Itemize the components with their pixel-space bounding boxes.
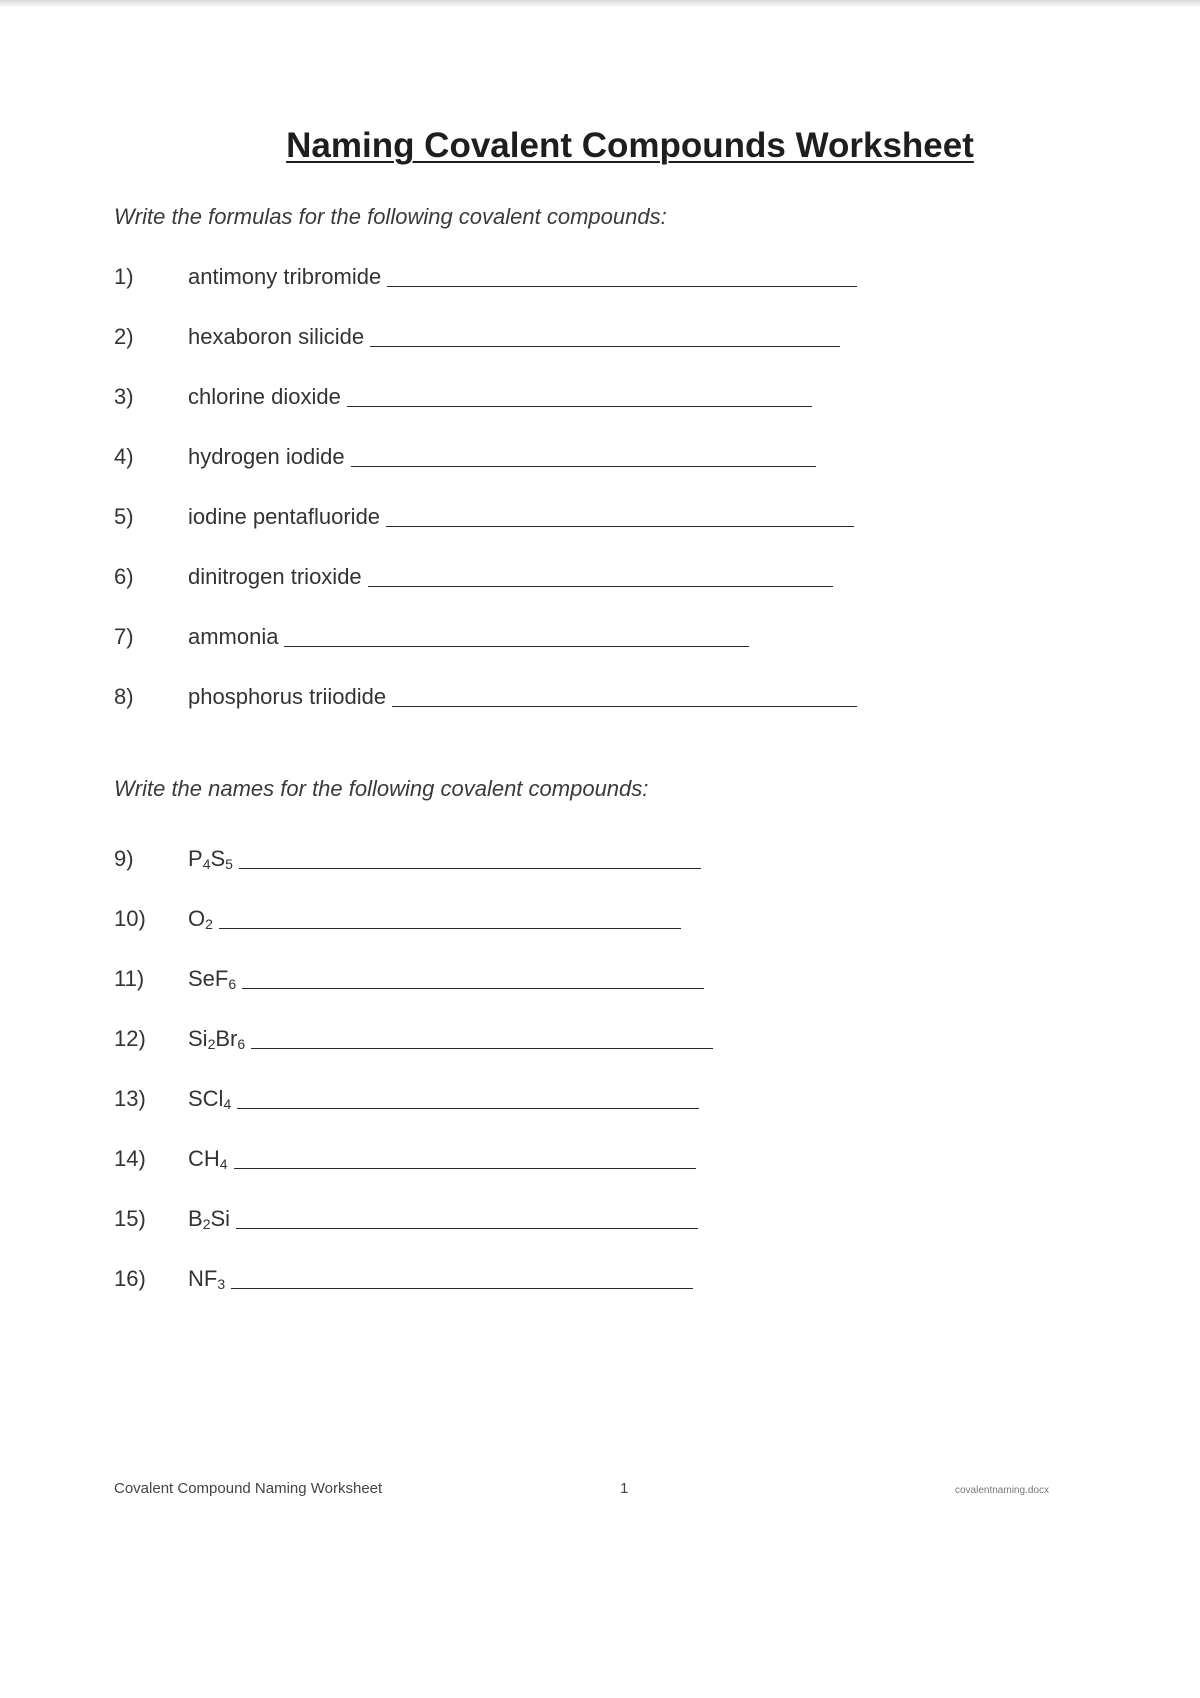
question-number: 15) <box>114 1206 146 1231</box>
element-symbol: Br <box>215 1026 238 1051</box>
formula-question-row <box>114 258 857 290</box>
element-symbol: B <box>188 1206 203 1231</box>
name-question-row <box>114 1200 698 1232</box>
footer-page-number: 1 <box>620 1480 629 1497</box>
formula-question-row <box>114 378 812 410</box>
question-number: 6) <box>114 564 134 589</box>
answer-blank[interactable] <box>239 868 701 869</box>
answer-blank[interactable] <box>284 646 749 647</box>
answer-blank[interactable] <box>237 1108 699 1109</box>
answer-blank[interactable] <box>386 526 854 527</box>
element-symbol: SCl <box>188 1086 224 1111</box>
question-number: 10) <box>114 906 146 931</box>
name-question-row <box>114 1020 713 1052</box>
question-number: 8) <box>114 684 134 709</box>
subscript: 5 <box>225 856 233 872</box>
question-number: 13) <box>114 1086 146 1111</box>
formula-question-row <box>114 438 816 470</box>
formulas-instructions: Write the formulas for the following covalent compounds: <box>114 204 667 229</box>
chemical-formula <box>188 846 233 872</box>
compound-name: hydrogen iodide <box>188 444 345 469</box>
answer-blank[interactable] <box>236 1228 698 1229</box>
compound-name: ammonia <box>188 624 279 649</box>
subscript: 3 <box>217 1276 226 1292</box>
footer-title: Covalent Compound Naming Worksheet <box>114 1480 383 1497</box>
compound-name: antimony tribromide <box>188 264 382 289</box>
question-number: 9) <box>114 846 134 871</box>
subscript: 6 <box>228 976 237 992</box>
element-symbol: S <box>210 846 226 871</box>
chemical-formula <box>188 1026 245 1052</box>
answer-blank[interactable] <box>219 928 681 929</box>
footer-filename: covalentnaming.docx <box>955 1485 1049 1496</box>
question-number: 5) <box>114 504 134 529</box>
question-number: 16) <box>114 1266 146 1291</box>
answer-blank[interactable] <box>347 406 812 407</box>
name-question-row <box>114 1140 696 1172</box>
element-symbol: O <box>188 906 206 931</box>
chemical-formula <box>188 906 213 932</box>
name-question-row <box>114 1260 693 1292</box>
formula-question-row <box>114 618 749 650</box>
element-symbol: Si <box>188 1026 208 1051</box>
chemical-formula <box>188 1266 225 1292</box>
element-symbol: Si <box>210 1206 231 1231</box>
chemical-formula <box>188 966 236 992</box>
compound-name: dinitrogen trioxide <box>188 564 362 589</box>
subscript: 4 <box>223 1096 232 1112</box>
subscript: 6 <box>237 1036 246 1052</box>
compound-name: chlorine dioxide <box>188 384 341 409</box>
subscript: 4 <box>219 1156 228 1172</box>
subscript: 2 <box>202 1216 211 1232</box>
question-number: 4) <box>114 444 134 469</box>
question-number: 3) <box>114 384 134 409</box>
answer-blank[interactable] <box>231 1288 693 1289</box>
chemical-formula <box>188 1146 228 1172</box>
compound-name: iodine pentafluoride <box>188 504 381 529</box>
scan-edge <box>0 0 1200 8</box>
formula-question-row <box>114 498 854 530</box>
answer-blank[interactable] <box>370 346 840 347</box>
answer-blank[interactable] <box>368 586 833 587</box>
subscript: 2 <box>205 916 213 932</box>
formula-question-row <box>114 558 833 590</box>
subscript: 2 <box>207 1036 216 1052</box>
name-question-row <box>114 900 681 932</box>
answer-blank[interactable] <box>242 988 704 989</box>
name-question-row <box>114 1080 699 1112</box>
answer-blank[interactable] <box>351 466 816 467</box>
answer-blank[interactable] <box>234 1168 696 1169</box>
chemical-formula <box>188 1206 230 1232</box>
element-symbol: CH <box>188 1146 220 1171</box>
compound-name: hexaboron silicide <box>188 324 365 349</box>
formula-question-row <box>114 318 840 350</box>
question-number: 11) <box>114 966 145 991</box>
compound-name: phosphorus triiodide <box>188 684 387 709</box>
question-number: 1) <box>114 264 134 289</box>
question-number: 2) <box>114 324 134 349</box>
name-question-row <box>114 840 701 872</box>
answer-blank[interactable] <box>392 706 857 707</box>
names-instructions: Write the names for the following covalent compounds: <box>114 776 649 801</box>
element-symbol: SeF <box>188 966 229 991</box>
answer-blank[interactable] <box>251 1048 713 1049</box>
formula-question-row <box>114 678 857 710</box>
element-symbol: NF <box>188 1266 218 1291</box>
worksheet-title: Naming Covalent Compounds Worksheet <box>286 126 974 165</box>
subscript: 4 <box>202 856 211 872</box>
chemical-formula <box>188 1086 231 1112</box>
question-number: 14) <box>114 1146 146 1171</box>
question-number: 12) <box>114 1026 146 1051</box>
question-number: 7) <box>114 624 134 649</box>
answer-blank[interactable] <box>387 286 857 287</box>
name-question-row <box>114 960 704 992</box>
element-symbol: P <box>188 846 203 871</box>
